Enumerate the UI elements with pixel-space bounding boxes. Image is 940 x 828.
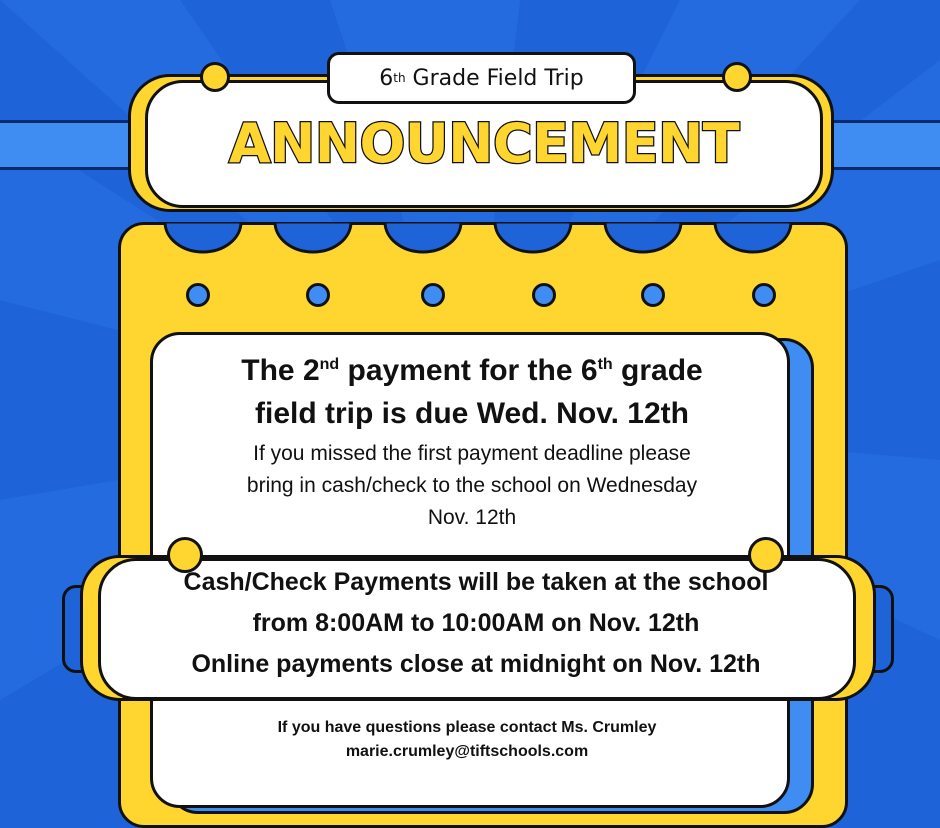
scallop-edge xyxy=(150,222,810,272)
frame-hole-1 xyxy=(186,283,210,307)
payment-line-3: Online payments close at midnight on Nov. 12th xyxy=(191,650,761,678)
payment-line-2: from 8:00AM to 10:00AM on Nov. 12th xyxy=(252,609,700,637)
pill-superscript: th xyxy=(393,71,406,85)
frame-hole-5 xyxy=(641,283,665,307)
contact-info xyxy=(150,716,784,764)
heading-text-b: payment for the 6 xyxy=(339,354,598,387)
heading-line-1 xyxy=(160,343,784,392)
note-line-3: Nov. 12th xyxy=(427,506,517,529)
announcement-headline: ANNOUNCEMENT xyxy=(228,112,740,175)
note-line-2: bring in cash/check to the school on Wednesday xyxy=(246,474,698,497)
note-line-1: If you missed the first payment deadline please xyxy=(253,442,691,465)
heading-sup-2: th xyxy=(597,356,613,373)
missed-payment-note xyxy=(175,438,769,534)
frame-hole-2 xyxy=(306,283,330,307)
heading-text-a: The 2 xyxy=(241,354,320,387)
payment-line-1: Cash/Check Payments will be taken at the school xyxy=(183,568,769,596)
pill-suffix: Grade Field Trip xyxy=(405,65,584,91)
left-side-bar xyxy=(0,120,140,170)
heading-line-2: field trip is due Wed. Nov. 12th xyxy=(255,397,689,430)
grade-field-trip-pill xyxy=(327,52,636,104)
pill-prefix: 6 xyxy=(379,65,394,91)
contact-email: marie.crumley@tiftschools.com xyxy=(345,743,589,760)
right-side-bar xyxy=(820,120,940,170)
heading-text-c: grade xyxy=(612,354,703,387)
payment-times xyxy=(100,562,852,685)
frame-hole-4 xyxy=(532,283,556,307)
contact-line: If you have questions please contact Ms. Crumley xyxy=(277,719,657,736)
frame-hole-6 xyxy=(752,283,776,307)
heading-sup-1: nd xyxy=(319,356,340,373)
banner-dot-right xyxy=(722,62,752,92)
payment-due-heading xyxy=(160,343,784,435)
banner-dot-left xyxy=(200,62,230,92)
frame-hole-3 xyxy=(421,283,445,307)
